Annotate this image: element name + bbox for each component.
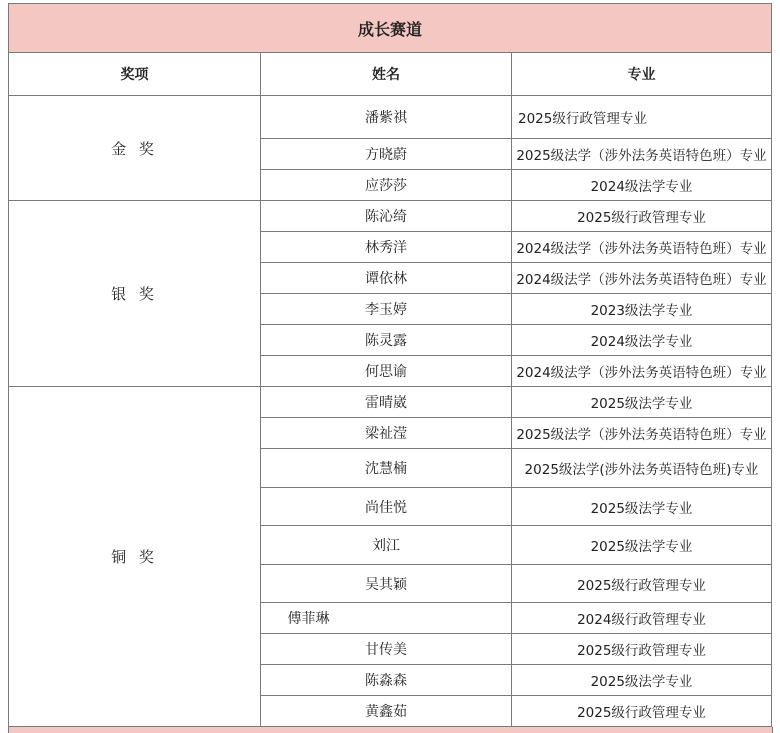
name-cell: 李玉婷 [261, 294, 512, 325]
major-cell: 2025级行政管理专业 [512, 634, 772, 665]
header-row [9, 53, 772, 96]
major-cell: 2025级法学专业 [512, 488, 772, 526]
major-cell: 2024级法学专业 [512, 170, 772, 201]
table-row [9, 96, 772, 139]
major-cell: 2023级法学专业 [512, 294, 772, 325]
name-cell: 潘紫祺 [261, 96, 512, 139]
header-major: 专业 [512, 53, 772, 96]
table-title: 成长赛道 [9, 4, 772, 53]
name-cell: 雷晴崴 [261, 387, 512, 418]
award-bronze: 铜 奖 [9, 387, 261, 727]
major-cell: 2024级行政管理专业 [512, 603, 772, 634]
name-cell: 黄鑫茹 [261, 696, 512, 727]
name-cell: 林秀洋 [261, 232, 512, 263]
footer-band [8, 727, 773, 733]
major-cell: 2024级法学（涉外法务英语特色班）专业 [512, 356, 772, 387]
major-cell: 2024级法学（涉外法务英语特色班）专业 [512, 232, 772, 263]
name-cell: 尚佳悦 [261, 488, 512, 526]
table-row [9, 387, 772, 418]
name-cell: 陈淼森 [261, 665, 512, 696]
table-row [9, 201, 772, 232]
major-cell: 2024级法学专业 [512, 325, 772, 356]
name-cell: 谭依林 [261, 263, 512, 294]
name-cell: 甘传美 [261, 634, 512, 665]
header-award: 奖项 [9, 53, 261, 96]
name-cell: 梁祉滢 [261, 418, 512, 449]
award-table [8, 3, 772, 727]
header-name: 姓名 [261, 53, 512, 96]
major-cell: 2025级行政管理专业 [512, 565, 772, 603]
major-cell: 2025级法学（涉外法务英语特色班）专业 [512, 139, 772, 170]
major-cell: 2025级法学（涉外法务英语特色班）专业 [512, 418, 772, 449]
major-cell: 2025级法学(涉外法务英语特色班)专业 [512, 449, 772, 488]
name-cell: 方晓蔚 [261, 139, 512, 170]
name-cell: 陈灵露 [261, 325, 512, 356]
major-cell: 2025级行政管理专业 [512, 96, 772, 139]
name-cell: 沈慧楠 [261, 449, 512, 488]
name-cell: 应莎莎 [261, 170, 512, 201]
major-cell: 2025级法学专业 [512, 526, 772, 565]
name-cell: 刘江 [261, 526, 512, 565]
major-cell: 2025级行政管理专业 [512, 201, 772, 232]
major-cell: 2024级法学（涉外法务英语特色班）专业 [512, 263, 772, 294]
name-cell: 陈沁绮 [261, 201, 512, 232]
award-gold: 金 奖 [9, 96, 261, 201]
title-row [9, 4, 772, 53]
name-cell: 吴其颖 [261, 565, 512, 603]
name-cell: 何思谕 [261, 356, 512, 387]
major-cell: 2025级法学专业 [512, 665, 772, 696]
major-cell: 2025级法学专业 [512, 387, 772, 418]
award-silver: 银 奖 [9, 201, 261, 387]
major-cell: 2025级行政管理专业 [512, 696, 772, 727]
name-cell: 傅菲琳 [261, 603, 512, 634]
